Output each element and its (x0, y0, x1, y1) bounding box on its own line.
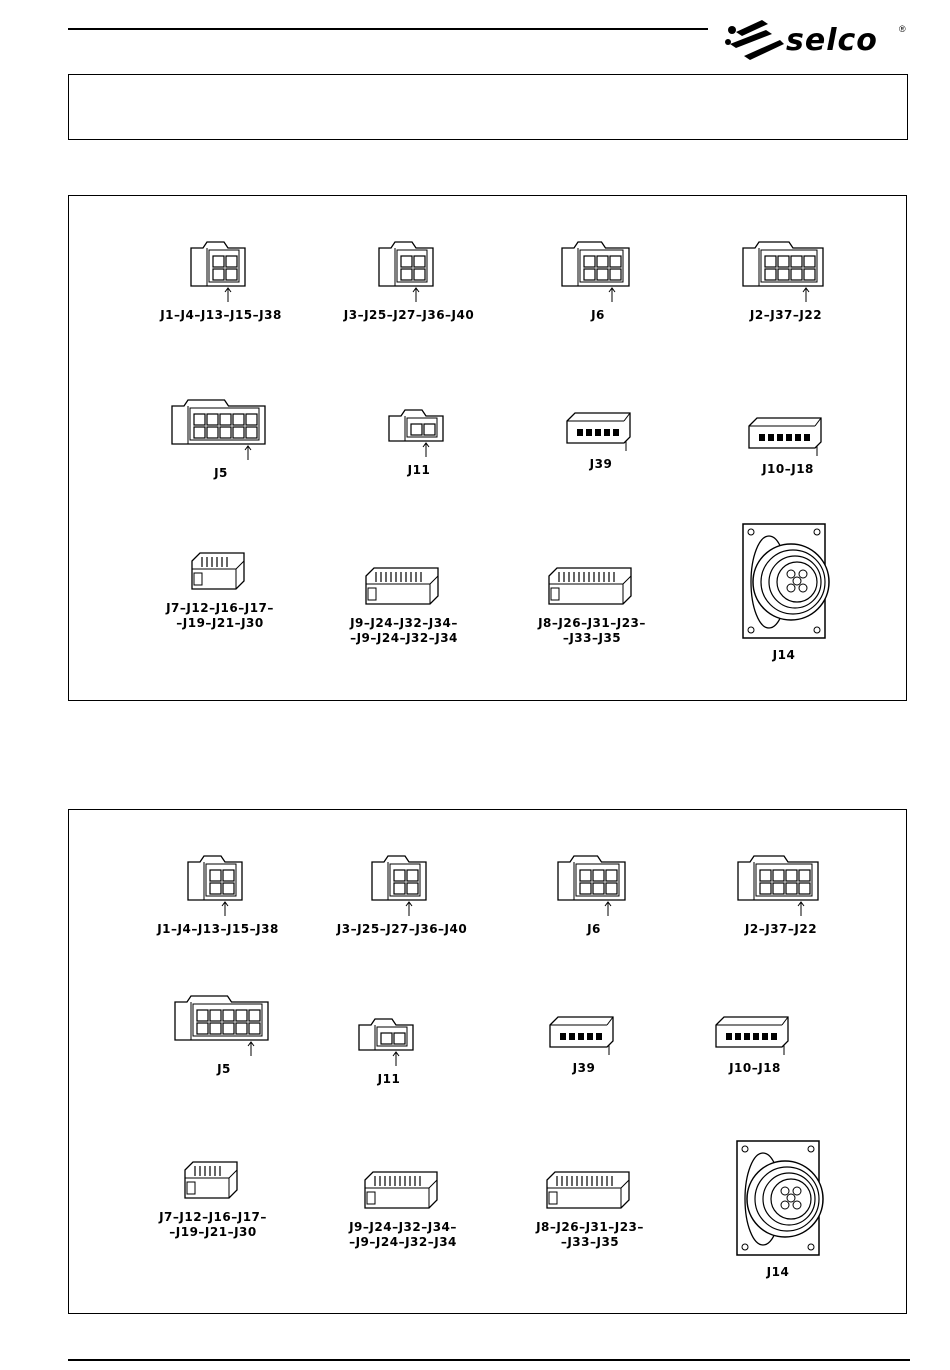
connector-drawing (686, 852, 876, 922)
connector-item (489, 1015, 679, 1076)
connector-label: –J9–J24–J32–J34 (349, 1235, 457, 1249)
connector-label: J1–J4–J13–J15–J38 (160, 308, 282, 322)
connector-drawing (499, 852, 689, 922)
connector-label: J11 (407, 463, 431, 477)
top-rule (68, 28, 708, 30)
connector-drawing (689, 518, 879, 648)
connector-label: –J9–J24–J32–J34 (350, 631, 458, 645)
connector-label: J5 (217, 1062, 231, 1076)
connector-item (309, 566, 499, 646)
connector-item (503, 238, 693, 323)
connector-item (314, 238, 504, 323)
logo-wordmark: selco (786, 23, 878, 58)
connector-label: J8–J26–J31–J23– (536, 1220, 644, 1234)
connectors-panel-1 (68, 195, 907, 701)
connector-item (125, 551, 315, 631)
connector-label: J6 (591, 308, 605, 322)
connector-item (691, 238, 881, 323)
connector-label: J10–J18 (762, 462, 814, 476)
connector-drawing (118, 1160, 308, 1210)
connector-label: J39 (589, 457, 613, 471)
connector-drawing (495, 1170, 685, 1220)
connector-item (499, 852, 689, 937)
connector-label: J9–J24–J32–J34– (350, 616, 458, 630)
connector-drawing (691, 238, 881, 308)
connector-drawing (503, 238, 693, 308)
connector-drawing (129, 992, 319, 1062)
connector-item (123, 852, 313, 937)
connector-drawing (693, 416, 883, 462)
connector-label: J2–J37–J22 (744, 922, 818, 936)
connector-item (324, 406, 514, 478)
registered-mark: ® (899, 24, 906, 34)
connector-item (495, 1170, 685, 1250)
title-box (68, 74, 908, 140)
connector-drawing (125, 551, 315, 601)
connector-item (497, 566, 687, 646)
connector-label: –J19–J21–J30 (169, 1225, 257, 1239)
connector-label: J6 (587, 922, 601, 936)
connector-label: J2–J37–J22 (749, 308, 823, 322)
connector-label: –J33–J35 (560, 1235, 620, 1249)
connector-item (683, 1135, 873, 1280)
connector-drawing (126, 238, 316, 308)
connector-label: J5 (214, 466, 228, 480)
selco-logo (722, 12, 912, 62)
connector-label: –J33–J35 (562, 631, 622, 645)
connector-item (307, 852, 497, 937)
connector-item (118, 1160, 308, 1240)
connector-drawing (123, 852, 313, 922)
connector-item (294, 1015, 484, 1087)
connector-item (506, 411, 696, 472)
connector-label: J14 (772, 648, 796, 662)
connector-item (308, 1170, 498, 1250)
connector-drawing (324, 406, 514, 463)
connector-label: J1–J4–J13–J15–J38 (157, 922, 279, 936)
connector-label: J11 (377, 1072, 401, 1086)
connector-drawing (660, 1015, 850, 1061)
connector-item (126, 238, 316, 323)
connector-drawing (506, 411, 696, 457)
connector-drawing (307, 852, 497, 922)
connector-label: J10–J18 (729, 1061, 781, 1075)
connector-item (693, 416, 883, 477)
connector-label: J3–J25–J27–J36–J40 (343, 308, 475, 322)
connector-item (129, 992, 319, 1077)
connector-drawing (314, 238, 504, 308)
connector-drawing (497, 566, 687, 616)
connector-label: J3–J25–J27–J36–J40 (336, 922, 468, 936)
connectors-panel-2 (68, 809, 907, 1314)
bottom-rule (68, 1359, 910, 1361)
connector-label: –J19–J21–J30 (176, 616, 264, 630)
connector-label: J7–J12–J16–J17– (159, 1210, 267, 1224)
connector-drawing (294, 1015, 484, 1072)
connector-item (686, 852, 876, 937)
connector-item (660, 1015, 850, 1076)
connector-drawing (309, 566, 499, 616)
logo-swoosh-icon (722, 12, 792, 62)
connector-item (689, 518, 879, 663)
connector-label: J39 (572, 1061, 596, 1075)
connector-item (126, 396, 316, 481)
connector-drawing (126, 396, 316, 466)
connector-drawing (683, 1135, 873, 1265)
connector-label: J14 (766, 1265, 790, 1279)
connector-drawing (489, 1015, 679, 1061)
connector-label: J7–J12–J16–J17– (166, 601, 274, 615)
connector-label: J8–J26–J31–J23– (538, 616, 646, 630)
connector-drawing (308, 1170, 498, 1220)
connector-label: J9–J24–J32–J34– (349, 1220, 457, 1234)
